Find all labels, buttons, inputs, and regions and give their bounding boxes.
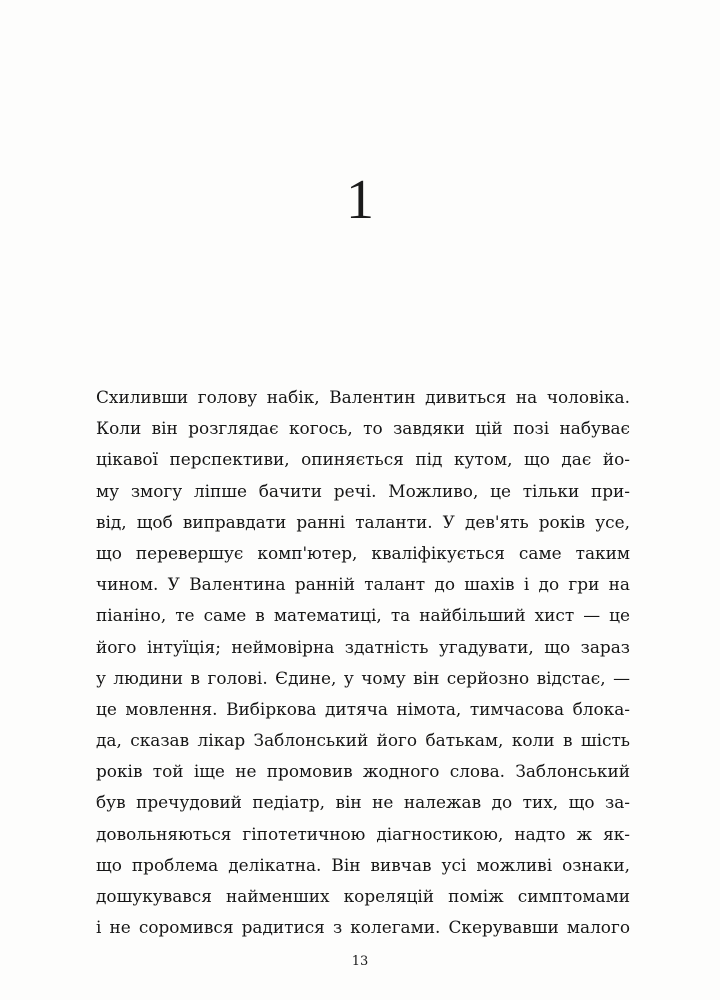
text-line: чином. У Валентина ранній талант до шахів і до гри на — [96, 574, 630, 595]
text-line: дошукувався найменших кореляцій поміж симптомами — [96, 886, 630, 906]
text-line: що проблема делікатна. Він вивчав усі можливі ознаки, — [96, 854, 630, 875]
text-line: і не соромився радитися з колегами. Скерувавши малого — [96, 917, 630, 938]
text-line: Коли він розглядає когось, то завдяки цій позі набуває — [96, 418, 630, 439]
text-line: був пречудовий педіатр, він не належав до тих, що за- — [96, 792, 630, 813]
text-line: да, сказав лікар Заблонський його батькам, коли в шість — [96, 730, 630, 751]
page-number: 13 — [351, 954, 369, 969]
text-line: це мовлення. Вибіркова дитяча німота, тимчасова блока- — [96, 698, 630, 719]
text-line: Схиливши голову набік, Валентин дивиться на чоловіка. — [96, 387, 630, 407]
body-paragraph — [96, 382, 630, 943]
text-line: му змогу ліпше бачити речі. Можливо, це тільки при- — [96, 480, 630, 501]
text-line: цікавої перспективи, опиняється під кутом, що дає йо- — [96, 449, 630, 470]
chapter-number: 1 — [346, 169, 374, 231]
text-line: від, щоб виправдати ранні таланти. У дев'ять років усе, — [96, 511, 630, 532]
text-line: довольняються гіпотетичною діагностикою, надто ж як- — [96, 823, 630, 844]
text-line: що перевершує комп'ютер, кваліфікується саме таким — [96, 542, 630, 563]
text-line: у людини в голові. Єдине, у чому він серйозно відстає, — — [96, 667, 630, 688]
text-line: його інтуїція; неймовірна здатність угадувати, що зараз — [96, 636, 630, 657]
text-line: піаніно, те саме в математиці, та найбільший хист — це — [96, 605, 630, 626]
text-line: років той іще не промовив жодного слова. Заблонський — [96, 761, 630, 782]
